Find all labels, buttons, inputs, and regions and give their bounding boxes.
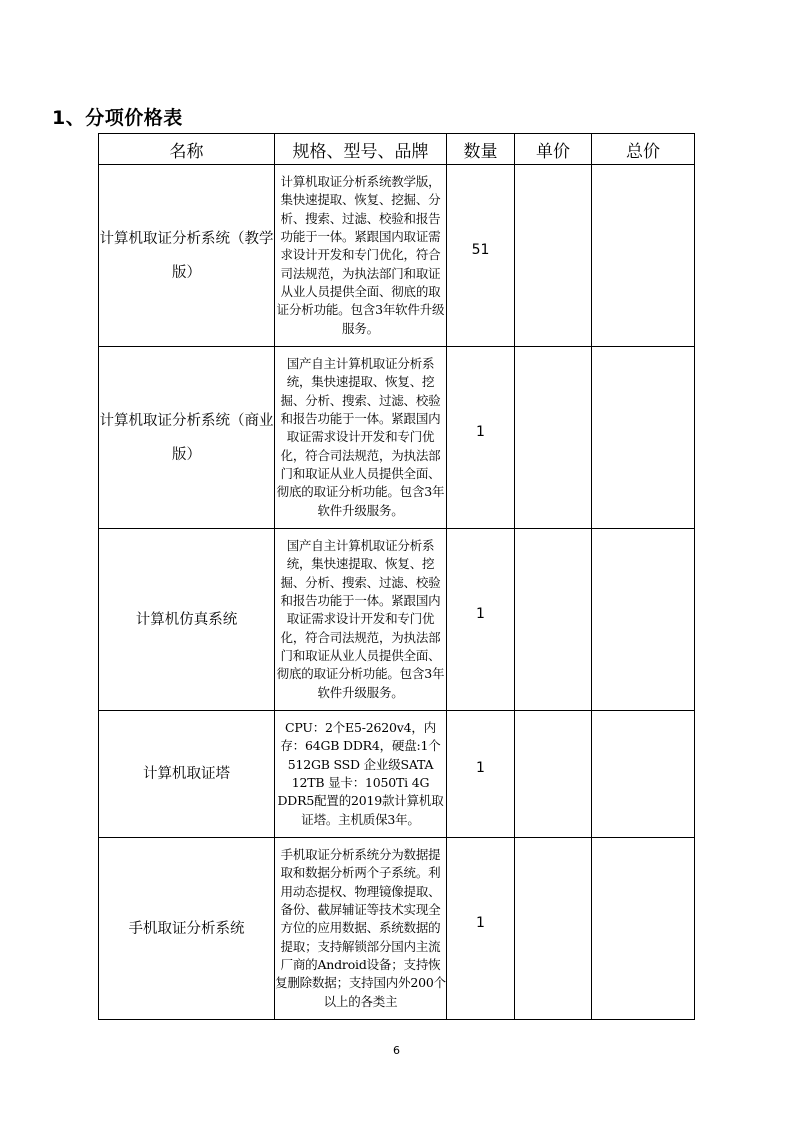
item-spec: CPU：2个E5-2620v4，内存：64GB DDR4，硬盘:1个512GB SSD 企业级SATA 12TB 显卡：1050Ti 4G DDR5配置的2019款计算机取证塔。主机质保3年。 xyxy=(275,711,447,838)
item-unit-price xyxy=(515,711,592,838)
item-name: 计算机取证塔 xyxy=(99,711,275,838)
item-unit-price xyxy=(515,347,592,529)
item-name: 计算机仿真系统 xyxy=(99,529,275,711)
table-row xyxy=(99,711,695,838)
item-total xyxy=(592,165,695,347)
item-qty-value: 1 xyxy=(476,914,485,931)
item-qty-value: 51 xyxy=(471,241,490,258)
item-qty xyxy=(447,711,515,838)
item-qty-value: 1 xyxy=(476,423,485,440)
item-qty-value: 1 xyxy=(476,760,485,776)
item-name: 手机取证分析系统 xyxy=(99,838,275,1020)
table-header-row xyxy=(99,134,695,165)
item-unit-price xyxy=(515,165,592,347)
table-row xyxy=(99,838,695,1020)
item-spec: 国产自主计算机取证分析系统，集快速提取、恢复、挖掘、分析、搜索、过滤、校验和报告功能于一体。紧跟国内取证需求设计开发和专门优化，符合司法规范，为执法部门和取证从业人员提供全面、彻底的取证分析功能。包含3年软件升级服务。 xyxy=(275,529,447,711)
table-row xyxy=(99,347,695,529)
header-qty: 数量 xyxy=(447,134,515,165)
item-spec: 国产自主计算机取证分析系统，集快速提取、恢复、挖掘、分析、搜索、过滤、校验和报告功能于一体。紧跟国内取证需求设计开发和专门优化，符合司法规范，为执法部门和取证从业人员提供全面、彻底的取证分析功能。包含3年软件升级服务。 xyxy=(275,347,447,529)
item-qty-value: 1 xyxy=(476,605,485,622)
item-name: 计算机取证分析系统（商业版） xyxy=(99,347,275,529)
item-name: 计算机取证分析系统（教学版） xyxy=(99,165,275,347)
item-spec: 计算机取证分析系统教学版，集快速提取、恢复、挖掘、分析、搜索、过滤、校验和报告功能于一体。紧跟国内取证需求设计开发和专门优化，符合司法规范，为执法部门和取证从业人员提供全面、彻底的取证分析功能。包含3年软件升级服务。 xyxy=(275,165,447,347)
table-row xyxy=(99,529,695,711)
item-qty xyxy=(447,347,515,529)
item-qty xyxy=(447,529,515,711)
table-row xyxy=(99,165,695,347)
price-table xyxy=(98,133,695,1020)
item-total xyxy=(592,529,695,711)
item-total xyxy=(592,838,695,1020)
section-heading: 1、分项价格表 xyxy=(52,107,183,129)
item-spec: 手机取证分析系统分为数据提取和数据分析两个子系统。利用动态提权、物理镜像提取、备份、截屏辅证等技术实现全方位的应用数据、系统数据的提取；支持解锁部分国内主流厂商的Android设备；支持恢复删除数据；支持国内外200个以上的各类主 xyxy=(275,838,447,1020)
item-qty xyxy=(447,165,515,347)
page-number: 6 xyxy=(393,1044,400,1057)
header-spec: 规格、型号、品牌 xyxy=(275,134,447,165)
item-total xyxy=(592,347,695,529)
header-unit-price: 单价 xyxy=(515,134,592,165)
item-unit-price xyxy=(515,838,592,1020)
header-total: 总价 xyxy=(592,134,695,165)
item-qty xyxy=(447,838,515,1020)
item-unit-price xyxy=(515,529,592,711)
header-name: 名称 xyxy=(99,134,275,165)
item-total xyxy=(592,711,695,838)
